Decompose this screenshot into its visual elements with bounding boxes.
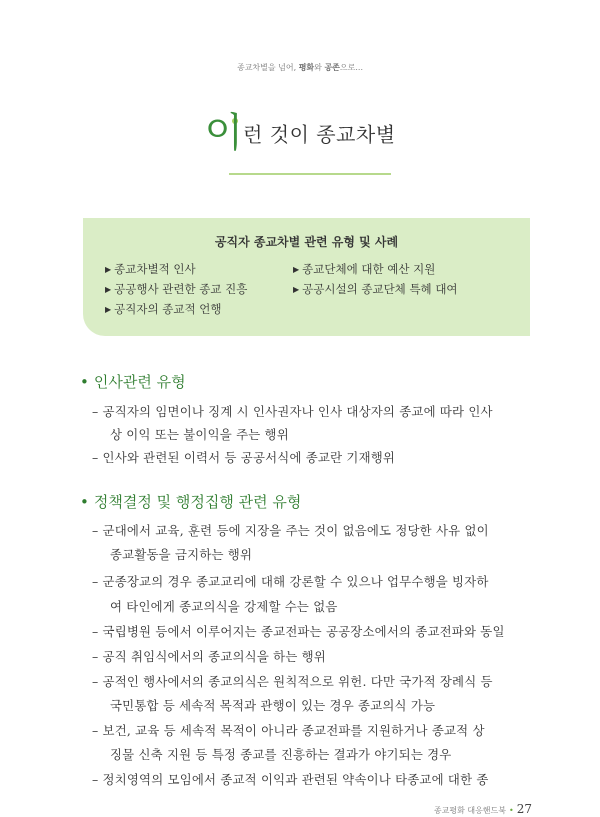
summary-item: ▶ 종교단체에 대한 예산 지원 (293, 262, 436, 276)
triangle-bullet-icon: ▶ (105, 305, 112, 314)
summary-item: ▶ 공직자의 종교적 언행 (105, 302, 222, 316)
list-item-continuation: 종교활동을 금지하는 행위 (110, 547, 253, 562)
list-item: – 인사와 관련된 이력서 등 공공서식에 종교란 기재행위 (92, 450, 396, 465)
list-item: – 정치영역의 모임에서 종교적 이익과 관련된 약속이나 타종교에 대한 종 (92, 772, 489, 787)
page-title (0, 108, 600, 168)
list-item-continuation: 여 타인에게 종교의식을 강제할 수는 없음 (110, 599, 338, 614)
list-item-continuation: 징물 신축 지원 등 특정 종교를 진흥하는 결과가 야기되는 경우 (110, 747, 452, 762)
list-item: – 국립병원 등에서 이루어지는 종교전파는 공공장소에서의 종교전파와 동일 (92, 624, 505, 639)
summary-box (83, 218, 530, 336)
summary-box-title: 공직자 종교차별 관련 유형 및 사례 (214, 235, 399, 249)
list-item: – 공직 취임식에서의 종교의식을 하는 행위 (92, 649, 326, 664)
list-item-continuation: 국민통합 등 세속적 목적과 관행이 있는 경우 종교의식 가능 (110, 698, 436, 713)
running-header: 종교차별을 넘어, 평화와 공존으로... (236, 63, 364, 72)
list-item-continuation: 상 이익 또는 불이익을 주는 행위 (110, 427, 289, 442)
footer-book-title: 종교평화 대응핸드북 (433, 806, 506, 815)
list-item: – 보건, 교육 등 세속적 목적이 아니라 종교전파를 지원하거나 종교적 상 (92, 723, 485, 738)
triangle-bullet-icon: ▶ (105, 285, 112, 294)
summary-item: ▶ 공공시설의 종교단체 특혜 대여 (293, 282, 458, 296)
title-initial: 이 (204, 110, 244, 156)
triangle-bullet-icon: ▶ (293, 265, 300, 274)
summary-item: ▶ 공공행사 관련한 종교 진흥 (105, 282, 248, 296)
list-item: – 군대에서 교육, 훈련 등에 지장을 주는 것이 없음에도 정당한 사유 없이 (92, 523, 489, 538)
title-text: 런 것이 종교차별 (243, 122, 396, 147)
list-item: – 군종장교의 경우 종교교리에 대해 강론할 수 있으나 업무수행을 빙자하 (92, 574, 489, 589)
page-footer (434, 802, 532, 816)
page-number: 27 (516, 802, 532, 816)
footer-separator-icon: • (509, 806, 514, 815)
section-heading: • 정책결정 및 행정집행 관련 유형 (80, 493, 302, 511)
list-item: – 공직자의 임면이나 징계 시 인사권자나 인사 대상자의 종교에 따라 인사 (92, 404, 493, 419)
summary-item: ▶ 종교차별적 인사 (105, 262, 196, 276)
list-item: – 공적인 행사에서의 종교의식은 원칙적으로 위헌. 다만 국가적 장례식 등 (92, 674, 493, 689)
bullet-dot-icon: • (80, 373, 89, 391)
section-heading: • 인사관련 유형 (80, 373, 186, 391)
title-underline (229, 173, 391, 175)
bullet-dot-icon: • (80, 493, 89, 511)
triangle-bullet-icon: ▶ (293, 285, 300, 294)
triangle-bullet-icon: ▶ (105, 265, 112, 274)
